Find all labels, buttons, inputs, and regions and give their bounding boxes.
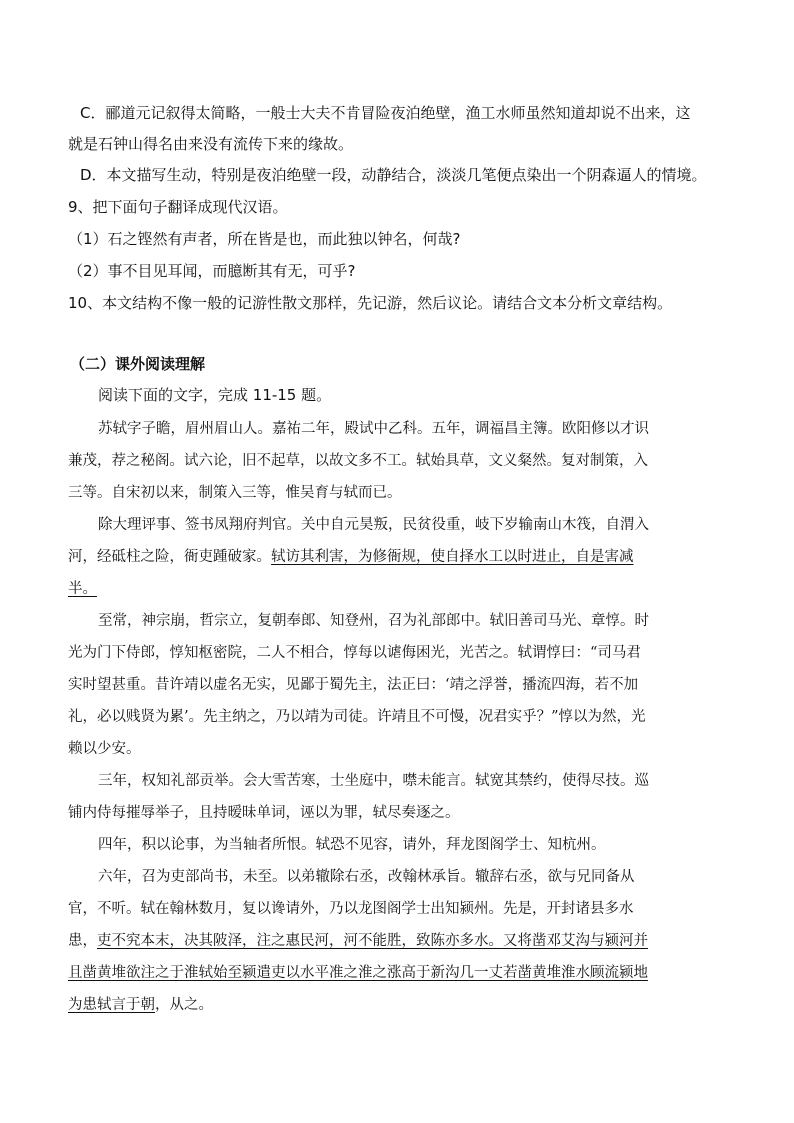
passage-p4-line2: 铺内侍每摧辱举子，且持暧昧单词，诬以为罪，轼尽奏逐之。: [68, 805, 460, 821]
option-c-line1: C．郦道元记叙得太简略，一般士大夫不肯冒险夜泊绝壁，渔工水师虽然知道却说不出来，这: [80, 104, 691, 122]
passage-p3-line4: 礼，必以贱贤为累’。先主纳之，乃以靖为司徒。许靖且不可慢，况君实乎？”惇以为然，光: [68, 709, 646, 725]
passage-p3-line5: 赖以少安。: [68, 741, 141, 757]
passage-p2-line2-plain: 河，经砥柱之险，衙吏踵破家。: [68, 549, 271, 565]
underlined-sentence-2-cont: 且凿黄堆欲注之于淮轼始至颍遣吏以水平准之淮之涨高于新沟几一丈若凿黄堆淮水顾流颍地: [68, 965, 648, 981]
question-9-title: 9、把下面句子翻译成现代汉语。: [68, 198, 288, 216]
passage-p1-line3: 三等。自宋初以来，制策入三等，惟吴育与轼而已。: [68, 485, 402, 501]
underlined-sentence-2-end: 为患轼言于朝: [68, 997, 155, 1013]
passage-p6-line5-plain: ，从之。: [155, 997, 213, 1013]
passage-p6-line2: 官，不听。轼在翰林数月，复以谗请外，乃以龙图阁学士出知颍州。先是，开封诸县多水: [68, 901, 634, 917]
passage-p6-line3: [68, 931, 648, 951]
underlined-sentence-1-end: 半。: [68, 581, 97, 597]
passage-p1-line2: 兼茂，荐之秘阁。试六论，旧不起草，以故文多不工。轼始具草，文义粲然。复对制策，入: [68, 453, 648, 469]
passage-p3-line3: 实时望甚重。昔许靖以虚名无实，见鄙于蜀先主，法正曰：‘靖之浮誉，播流四海，若不加: [68, 677, 639, 693]
question-9-item-2: （2）事不目见耳闻，而臆断其有无，可乎?: [68, 262, 356, 280]
passage-p4-line1: 三年，权知礼部贡举。会大雪苦寒，士坐庭中，噤未能言。轼宽其禁约，使得尽技。巡: [98, 773, 649, 789]
passage-p5-line1: 四年，积以论事，为当轴者所恨。轼恐不见容，请外，拜龙图阁学士、知杭州。: [98, 837, 606, 853]
passage-p6-line3-plain: 患，: [68, 933, 97, 949]
passage-p2-line2: [68, 547, 634, 567]
section-instruction: 阅读下面的文字，完成 11-15 题。: [98, 386, 332, 404]
question-10: 10、本文结构不像一般的记游性散文那样，先记游，然后议论。请结合文本分析文章结构。: [68, 294, 673, 312]
question-9-item-1: （1）石之铿然有声者，所在皆是也，而此独以钟名，何哉?: [68, 230, 461, 248]
passage-p3-line2: 光为门下侍郎，惇知枢密院，二人不相合，惇每以谑侮困光，光苦之。轼谓惇曰：“司马君: [68, 645, 641, 661]
passage-p2-line1: 除大理评事、签书凤翔府判官。关中自元昊叛，民贫役重，岐下岁输南山木筏，自渭入: [98, 517, 649, 533]
passage-p3-line1: 至常，神宗崩，哲宗立，复朝奉郎、知登州，召为礼部郎中。轼旧善司马光、章惇。时: [98, 613, 649, 629]
underlined-sentence-2: 吏不究本末，决其陂泽，注之惠民河，河不能胜，致陈亦多水。又将凿邓艾沟与颍河并: [97, 933, 648, 949]
option-c-line2: 就是石钟山得名由来没有流传下来的缘故。: [68, 135, 354, 153]
passage-p2-line3: [68, 579, 97, 599]
passage-p6-line4: [68, 963, 648, 983]
option-d-line1: D．本文描写生动，特别是夜泊绝壁一段，动静结合，淡淡几笔便点染出一个阴森逼人的情境。: [80, 166, 707, 184]
section-heading: （二）课外阅读理解: [70, 355, 206, 373]
passage-p6-line1: 六年，召为吏部尚书，未至。以弟辙除右丞，改翰林承旨。辙辞右丞，欲与兄同备从: [98, 869, 635, 885]
underlined-sentence-1: 轼访其利害，为修衙规，使自择水工以时进止，自是害减: [271, 549, 634, 565]
passage-p6-line5: [68, 995, 213, 1015]
passage-p1-line1: 苏轼字子瞻，眉州眉山人。嘉祐二年，殿试中乙科。五年，调福昌主簿。欧阳修以才识: [98, 421, 649, 437]
